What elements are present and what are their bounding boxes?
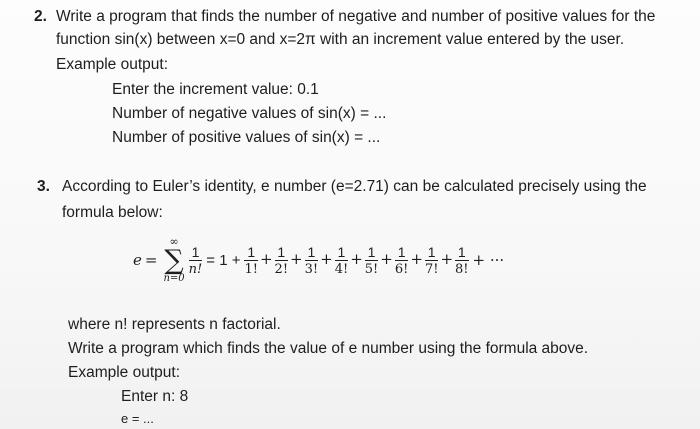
plus-sign: +: [290, 250, 303, 268]
problem-2-output-line-2: Number of negative values of sin(x) = ...: [112, 105, 387, 122]
term-numerator: 1: [247, 243, 256, 260]
problem-3-output-line-2: e = ...: [121, 411, 154, 426]
summation-lower-limit: n=0: [163, 273, 185, 284]
term-numerator: 1: [307, 243, 316, 260]
problem-3-text-line-1: According to Euler’s identity, e number (e=2.71) can be calculated precisely using the: [62, 178, 647, 195]
problem-2-output-line-3: Number of positive values of sin(x) = ...: [112, 129, 381, 146]
term-denominator: 2!: [274, 261, 289, 277]
term-denominator: 1!: [244, 261, 258, 277]
plus-sign: +: [259, 250, 273, 268]
term-numerator: 1: [337, 243, 346, 260]
problem-2-text-line-1: Write a program that finds the number of negative and number of positive values for the: [56, 8, 656, 25]
summation: [163, 236, 184, 284]
euler-formula: [133, 236, 507, 284]
series-term: [305, 245, 319, 276]
term-denominator: 5!: [364, 261, 379, 277]
problem-3-example-label: Example output:: [68, 364, 181, 381]
series-term: [455, 245, 469, 276]
term-denominator: 7!: [424, 261, 439, 277]
sigma-symbol: ∑: [164, 245, 184, 276]
series-term: [395, 245, 409, 276]
series-term: [365, 245, 379, 276]
formula-lhs: e: [133, 251, 142, 269]
formula-expansion-start: = 1 +: [206, 251, 241, 269]
series-term: [335, 245, 349, 276]
term-denominator: 3!: [304, 261, 319, 277]
plus-sign: +: [440, 250, 454, 268]
term-numerator: 1: [457, 243, 466, 260]
term-numerator: 1: [397, 243, 406, 260]
plus-sign: +: [320, 250, 333, 268]
problem-2-number: 2.: [34, 8, 47, 25]
summand-fraction: [189, 245, 203, 276]
formula-equals: =: [144, 251, 158, 269]
summand-numerator: 1: [191, 243, 200, 260]
problem-3-output-line-1: Enter n: 8: [121, 388, 189, 405]
formula-tail: + ···: [472, 251, 505, 269]
plus-sign: +: [350, 250, 363, 268]
problem-2-output-line-1: Enter the increment value: 0.1: [112, 81, 319, 98]
problem-3-number: 3.: [37, 178, 50, 195]
term-denominator: 4!: [334, 261, 349, 277]
term-numerator: 1: [427, 243, 436, 260]
plus-sign: +: [380, 250, 393, 268]
series-term: [275, 245, 289, 276]
plus-sign: +: [410, 250, 423, 268]
term-denominator: 8!: [455, 261, 469, 277]
problem-3-text-line-3: where n! represents n factorial.: [68, 316, 281, 333]
problem-2-text-line-2: function sin(x) between x=0 and x=2π with an increment value entered by the user.: [56, 31, 625, 48]
problem-3-text-line-4: Write a program which finds the value of e number using the formula above.: [68, 340, 589, 357]
series-term: [425, 245, 439, 276]
summation-upper-limit: ∞: [169, 235, 179, 248]
problem-3-text-line-2: formula below:: [62, 204, 163, 221]
term-numerator: 1: [367, 243, 376, 260]
summand-denominator: n!: [188, 261, 203, 277]
term-numerator: 1: [277, 243, 286, 260]
series-term: [244, 245, 258, 276]
term-denominator: 6!: [394, 261, 409, 277]
problem-2-example-label: Example output:: [56, 56, 169, 73]
